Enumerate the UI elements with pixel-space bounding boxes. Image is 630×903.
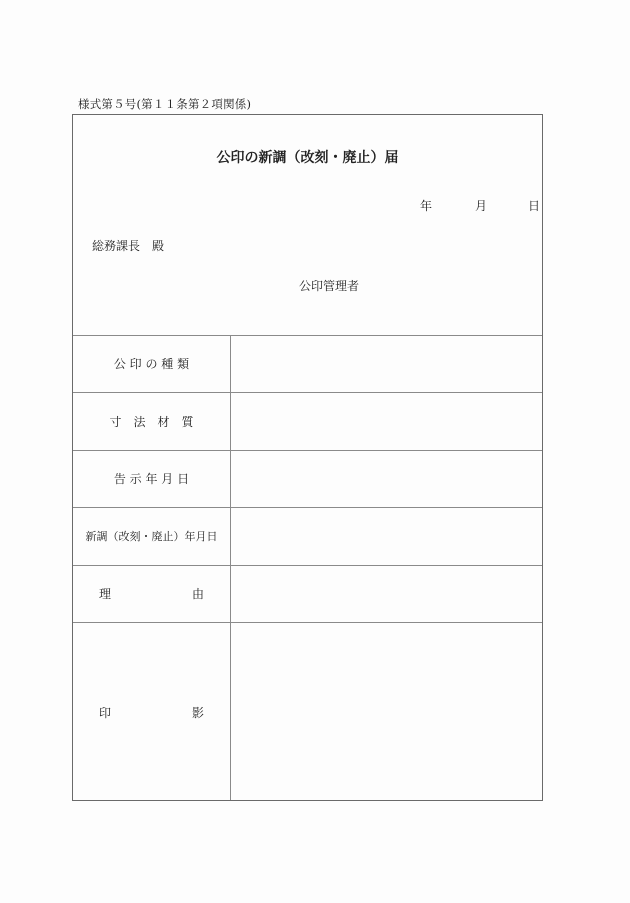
- date-month-label: 月: [475, 199, 488, 213]
- seal-type-field[interactable]: [231, 336, 542, 392]
- seal-impression-field[interactable]: [231, 623, 542, 800]
- addressee: 総務課長 殿: [92, 239, 165, 253]
- date-day-label: 日: [528, 199, 541, 213]
- impression-label-right: 影: [191, 705, 204, 720]
- row-label-change-date: 新調（改刻・廃止）年月日: [85, 530, 218, 543]
- form-caption: 様式第５号(第１１条第２項関係): [78, 97, 252, 111]
- reason-label-right: 由: [191, 587, 204, 601]
- reason-label-left: 理: [99, 587, 112, 601]
- size-material-field[interactable]: [231, 393, 542, 450]
- reason-field[interactable]: [231, 566, 542, 622]
- date-year-label: 年: [420, 199, 433, 213]
- notice-date-field[interactable]: [231, 451, 542, 507]
- form-box: [72, 114, 543, 801]
- change-date-field[interactable]: [231, 508, 542, 565]
- row-label-size-material: 寸 法 材 質: [109, 414, 194, 429]
- row-label-seal-impression: [73, 622, 230, 802]
- row-label-reason: [73, 565, 230, 622]
- row-label-notice-date: 告 示 年 月 日: [113, 472, 190, 486]
- form-title: 公印の新調（改刻・廃止）届: [216, 150, 399, 166]
- impression-label-left: 印: [99, 705, 112, 720]
- submitter-label: 公印管理者: [299, 279, 360, 293]
- row-label-seal-type: 公 印 の 種 類: [113, 357, 190, 371]
